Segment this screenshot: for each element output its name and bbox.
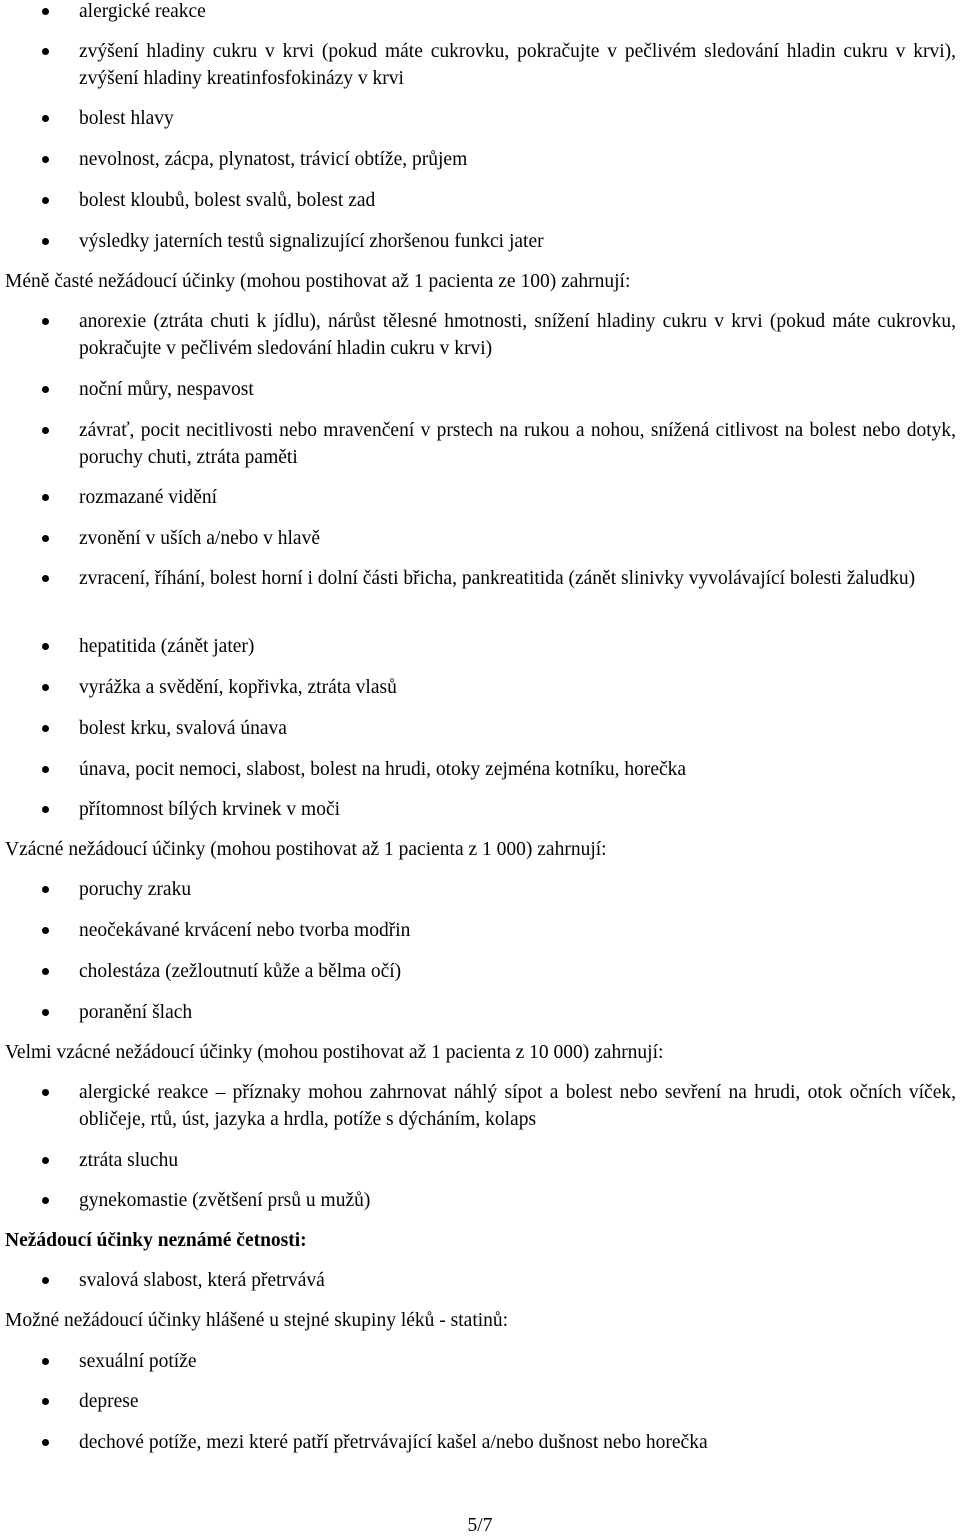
list-item: přítomnost bílých krvinek v moči <box>79 796 956 823</box>
list-item: alergické reakce <box>79 0 956 25</box>
list-item: sexuální potíže <box>79 1348 956 1375</box>
list-item: poruchy zraku <box>79 876 956 903</box>
section-heading-class-effects: Možné nežádoucí účinky hlášené u stejné skupiny léků - statinů: <box>5 1310 509 1331</box>
list-item: bolest kloubů, bolest svalů, bolest zad <box>79 187 956 214</box>
list-item: ztráta sluchu <box>79 1147 956 1174</box>
list-item: noční můry, nespavost <box>79 376 956 403</box>
list-item: nevolnost, zácpa, plynatost, trávicí obtíže, průjem <box>79 146 956 173</box>
list-item: závrať, pocit necitlivosti nebo mravenčení v prstech na rukou a nohou, snížená citlivost na bolest nebo dotyk, poruchy chuti, ztráta paměti <box>79 417 956 471</box>
section-heading-unknown: Nežádoucí účinky neznámé četnosti: <box>5 1230 307 1251</box>
list-item: vyrážka a svědění, kopřivka, ztráta vlasů <box>79 674 956 701</box>
list-item: hepatitida (zánět jater) <box>79 633 956 660</box>
list-item: výsledky jaterních testů signalizující zhoršenou funkci jater <box>79 228 956 255</box>
list-item: rozmazané vidění <box>79 484 956 511</box>
list-item: zvracení, říhání, bolest horní i dolní části břicha, pankreatitida (zánět slinivky vyvolávající bolesti žaludku) <box>79 565 956 592</box>
list-item: poranění šlach <box>79 999 956 1026</box>
list-item: alergické reakce – příznaky mohou zahrnovat náhlý sípot a bolest nebo sevření na hrudi, otok očních víček, obličeje, rtů, úst, jazyka a hrdla, potíže s dýcháním, kolaps <box>79 1079 956 1133</box>
list-item: bolest krku, svalová únava <box>79 715 956 742</box>
list-item: svalová slabost, která přetrvává <box>79 1267 956 1294</box>
list-item: anorexie (ztráta chuti k jídlu), nárůst tělesné hmotnosti, snížení hladiny cukru v krvi (pokud máte cukrovku, pokračujte v pečlivém sledování hladin cukru v krvi) <box>79 308 956 362</box>
list-item: cholestáza (zežloutnutí kůže a bělma očí) <box>79 958 956 985</box>
list-item: gynekomastie (zvětšení prsů u mužů) <box>79 1187 956 1214</box>
list-item: bolest hlavy <box>79 105 956 132</box>
list-item: deprese <box>79 1388 956 1415</box>
page-number: 5/7 <box>467 1515 493 1536</box>
section-heading-uncommon: Méně časté nežádoucí účinky (mohou postihovat až 1 pacienta ze 100) zahrnují: <box>5 271 631 292</box>
list-item: únava, pocit nemoci, slabost, bolest na hrudi, otoky zejména kotníku, horečka <box>79 756 956 783</box>
list-item: neočekávané krvácení nebo tvorba modřin <box>79 917 956 944</box>
section-heading-rare: Vzácné nežádoucí účinky (mohou postihovat až 1 pacienta z 1 000) zahrnují: <box>5 839 607 860</box>
list-item: zvonění v uších a/nebo v hlavě <box>79 525 956 552</box>
list-item: zvýšení hladiny cukru v krvi (pokud máte cukrovku, pokračujte v pečlivém sledování hladin cukru v krvi), zvýšení hladiny kreatinfosfokinázy v krvi <box>79 38 956 92</box>
section-heading-very-rare: Velmi vzácné nežádoucí účinky (mohou postihovat až 1 pacienta z 10 000) zahrnují: <box>5 1042 664 1063</box>
list-item: dechové potíže, mezi které patří přetrvávající kašel a/nebo dušnost nebo horečka <box>79 1429 956 1456</box>
